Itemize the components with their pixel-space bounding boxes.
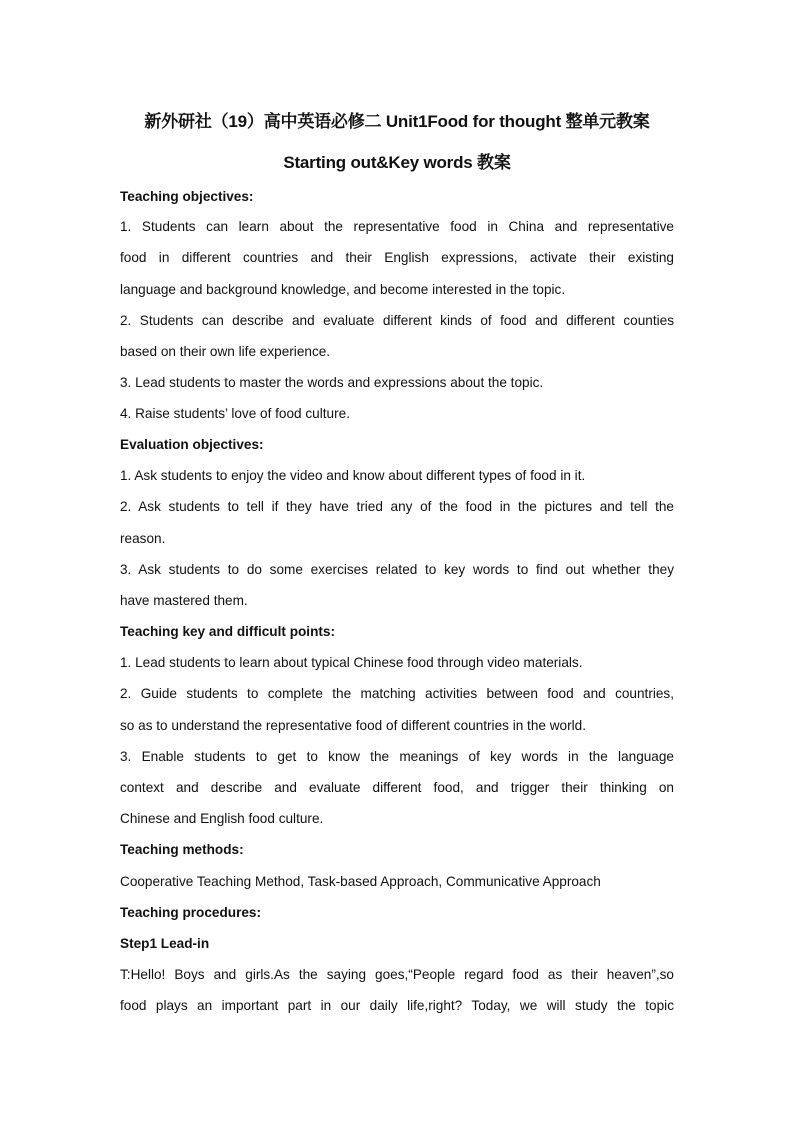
paragraph-line: 1. Ask students to enjoy the video and know about different types of food in it.: [120, 468, 586, 483]
paragraph-line: 1. Students can learn about the representative food in China and representative: [120, 219, 674, 234]
document-subtitle: Starting out&Key words 教案: [283, 153, 511, 172]
paragraph-line: based on their own life experience.: [120, 344, 331, 359]
paragraph-line: 2. Students can describe and evaluate different kinds of food and different counties: [120, 313, 674, 328]
paragraph-line: Chinese and English food culture.: [120, 811, 324, 826]
document-title: 新外研社（19）高中英语必修二 Unit1Food for thought 整单元教案: [144, 112, 650, 131]
paragraph-line: 3. Ask students to do some exercises related to key words to find out whether they: [120, 562, 674, 577]
paragraph-line: 3. Enable students to get to know the meanings of key words in the language: [120, 749, 674, 764]
heading-step1-lead-in: Step1 Lead-in: [120, 936, 210, 951]
paragraph-line: so as to understand the representative food of different countries in the world.: [120, 718, 586, 733]
paragraph-line: Cooperative Teaching Method, Task-based Approach, Communicative Approach: [120, 874, 601, 889]
paragraph-line: 2. Ask students to tell if they have tried any of the food in the pictures and tell the: [120, 499, 674, 514]
paragraph-line: context and describe and evaluate different food, and trigger their thinking on: [120, 780, 674, 795]
paragraph-line: 3. Lead students to master the words and expressions about the topic.: [120, 375, 544, 390]
heading-key-difficult-points: Teaching key and difficult points:: [120, 624, 335, 639]
heading-evaluation-objectives: Evaluation objectives:: [120, 437, 264, 452]
heading-teaching-objectives: Teaching objectives:: [120, 189, 254, 204]
paragraph-line: 2. Guide students to complete the matching activities between food and countries,: [120, 686, 674, 701]
paragraph-line: reason.: [120, 531, 166, 546]
paragraph-line: food in different countries and their English expressions, activate their existing: [120, 250, 674, 265]
paragraph-line: T:Hello! Boys and girls.As the saying goes,“People regard food as their heaven”,so: [120, 967, 674, 982]
heading-teaching-methods: Teaching methods:: [120, 842, 244, 857]
paragraph-line: food plays an important part in our daily life,right? Today, we will study the topic: [120, 998, 674, 1013]
paragraph-line: 4. Raise students’ love of food culture.: [120, 406, 350, 421]
heading-teaching-procedures: Teaching procedures:: [120, 905, 262, 920]
paragraph-line: language and background knowledge, and become interested in the topic.: [120, 282, 566, 297]
paragraph-line: 1. Lead students to learn about typical Chinese food through video materials.: [120, 655, 583, 670]
paragraph-line: have mastered them.: [120, 593, 248, 608]
